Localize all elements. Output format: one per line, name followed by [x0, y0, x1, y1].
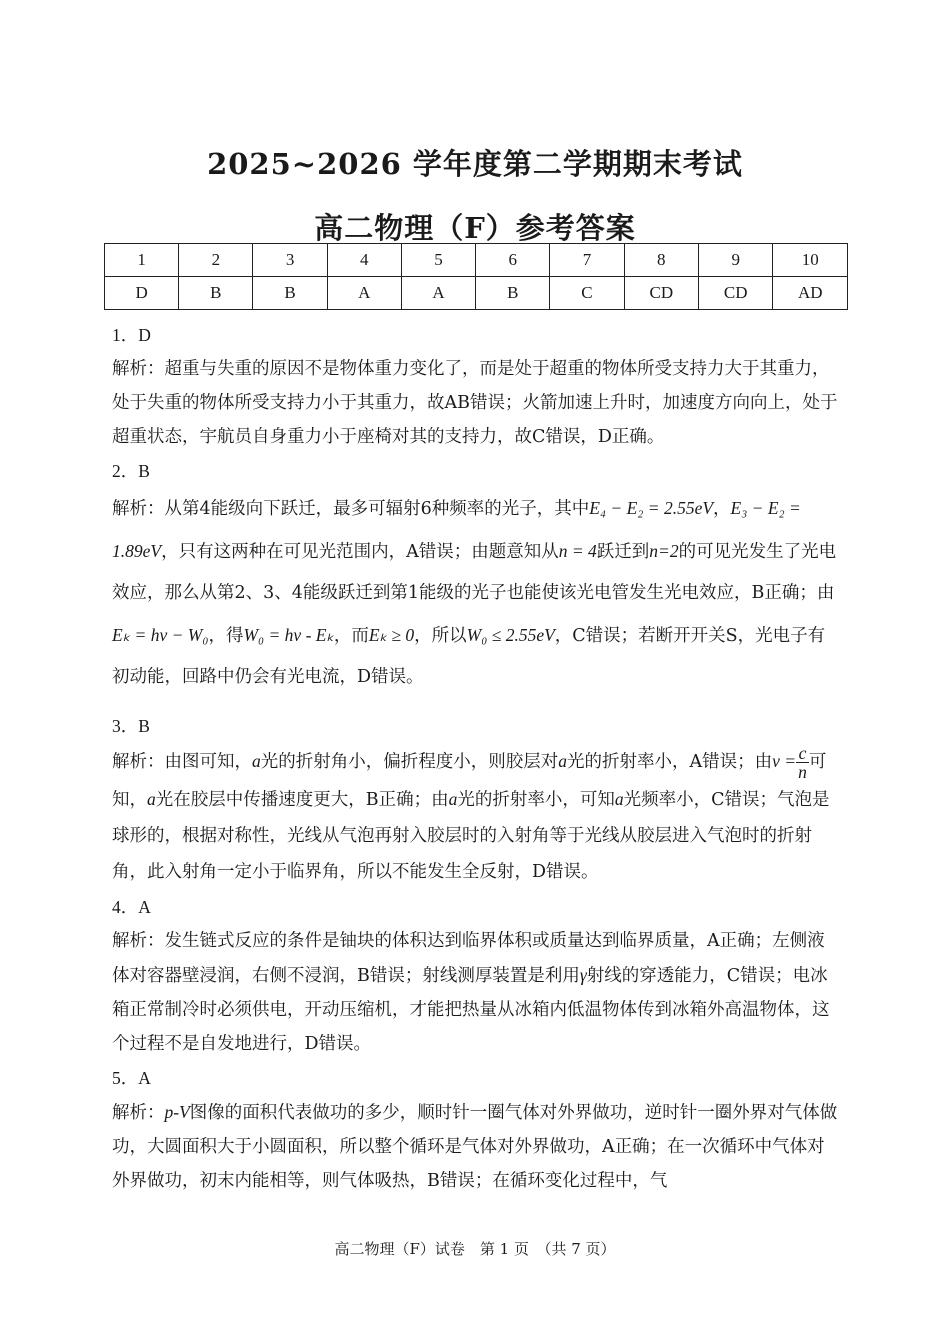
question-number: 1 — [105, 244, 179, 277]
q5-text: 图像的面积代表做功的多少，顺时针一圈气体对外界做功，逆时针一圈外界对气体做功，大圆面积大于小圆面积，所以整个循环是气体对外界做功，A正确；在一次循环中气体对外界做功，初末内能相等，则气体吸热，B错误；在循环变化过程中，气 — [112, 1102, 838, 1191]
q2-formula-ek-nonneg: Eₖ ≥ 0 — [368, 624, 415, 645]
q2-text: ，而 — [333, 625, 369, 646]
q2-formula-n4: n = 4 — [558, 540, 597, 561]
q2-text: 解析：从第4能级向下跃迁，最多可辐射6种频率的光子，其中 — [112, 499, 590, 519]
answer-cell: B — [476, 277, 550, 310]
q4-text: 解析：发生链式反应的条件是铀块的体积达到临界体积或质量达到临界质量，A正确；左侧液体对容器壁浸润，右侧不浸润，B错误；射线测厚装置是利用 — [112, 930, 825, 986]
answer-cell: B — [253, 277, 327, 310]
spacer — [112, 699, 842, 709]
q3-symbol-a: a — [252, 750, 261, 771]
q2-text: 跃迁到 — [596, 541, 650, 562]
answer-cell: A — [327, 277, 401, 310]
q2-text: ，所以 — [414, 625, 467, 646]
q2-formula-n2: n=2 — [649, 540, 679, 561]
answer-cell: D — [105, 277, 179, 310]
page-footer: 高二物理（F）试卷 第 1 页 （共 7 页） — [334, 1240, 616, 1258]
q2-text: 的可见光发生了光电效应，那么从第2、3、4能级跃迁到第1能级的光子也能使该光电管发生光电效应，B正确；由 — [112, 541, 837, 603]
q3-analysis — [112, 743, 842, 890]
q3-text: 解析：由图可知， — [112, 751, 252, 772]
q5-text: 解析： — [112, 1102, 165, 1123]
q4-text: 射线的穿透能力，C错误；电冰箱正常制冷时必须供电，开动压缩机，才能把热量从冰箱内低温物体传到冰箱外高温物体，这个过程不是自发地进行，D错误。 — [112, 965, 830, 1054]
question-number: 4 — [327, 244, 401, 277]
explanations — [112, 318, 842, 1198]
q2-text: ，C错误；若断开开关S，光电子有初动能，回路中仍会有光电流，D错误。 — [112, 625, 826, 687]
question-number-row — [105, 244, 848, 277]
answer-cell: A — [401, 277, 475, 310]
q2-text: ，只有这两种在可见光范围内，A错误；由题意知从 — [161, 541, 559, 562]
q2-formula-w0-bound: W₀ ≤ 2.55eV — [466, 624, 555, 645]
q2-formula-work-function: W₀ = hν - Eₖ — [243, 624, 334, 645]
answer-cell: CD — [624, 277, 698, 310]
question-number: 5 — [401, 244, 475, 277]
q2-text: ，得 — [208, 625, 244, 646]
q1-heading: 1．D — [112, 325, 151, 345]
q5-heading: 5．A — [112, 1067, 151, 1088]
question-number: 2 — [179, 244, 253, 277]
q3-text: C错误；气泡是球形的，根据对称性，光线从气泡再射入胶层时的入射角等于光线从胶层进入气泡时的折射角，此入射角一定小于临界角，所以不能发生全反射，D错误。 — [112, 789, 830, 882]
q4-symbol-gamma: γ — [579, 964, 587, 985]
fraction-numerator: c — [796, 744, 809, 763]
q3-text: 光的折射率小，A错误；由 — [567, 751, 773, 772]
q2-analysis — [112, 488, 842, 699]
q3-formula-v: v = — [772, 750, 797, 771]
q3-symbol-a: a — [448, 788, 458, 809]
answer-cell: CD — [699, 277, 773, 310]
answer-cell: C — [550, 277, 624, 310]
q3-fraction — [796, 744, 809, 781]
answer-cell: AD — [773, 277, 848, 310]
q3-text: 光在胶层中传播速度更大，B正确；由 — [155, 789, 449, 810]
q4-heading: 4．A — [112, 896, 151, 917]
question-number: 6 — [476, 244, 550, 277]
question-number: 10 — [773, 244, 848, 277]
exam-title: 2025~2026 学年度第二学期期末考试 — [207, 147, 743, 181]
q5-symbol-pv: p-V — [164, 1101, 190, 1122]
q2-heading: 2．B — [112, 461, 150, 481]
q3-heading: 3．B — [112, 715, 150, 736]
q3-symbol-a: a — [558, 750, 567, 771]
question-number: 9 — [699, 244, 773, 277]
q2-formula-photoelectric: Eₖ = hν − W₀ — [112, 624, 209, 645]
fraction-denominator: n — [798, 761, 807, 782]
q2-formula-e4-e2: E₄ − E₂ = 2.55eV — [589, 498, 714, 518]
question-number: 3 — [253, 244, 327, 277]
q3-symbol-a: a — [147, 788, 156, 809]
q3-text: 光的折射率小，可知 — [457, 789, 615, 810]
q3-symbol-a: a — [614, 788, 624, 809]
answer-key-title: 高二物理（F）参考答案 — [314, 211, 636, 245]
q2-text: ， — [713, 499, 731, 519]
q1-analysis: 解析：超重与失重的原因不是物体重力变化了，而是处于超重的物体所受支持力大于其重力，处于失重的物体所受支持力小于其重力，故AB错误；火箭加速上升时，加速度方向向上，处于超重状态，宇航员自身重力小于座椅对其的支持力，故C错误，D正确。 — [112, 359, 838, 447]
answer-table — [104, 243, 848, 310]
q3-text: 可知， — [112, 751, 827, 810]
q2-formula-e3-e2: E₃ − E₂ = 1.89eV — [112, 498, 801, 561]
question-number: 8 — [624, 244, 698, 277]
answer-row — [105, 277, 848, 310]
question-number: 7 — [550, 244, 624, 277]
q4-analysis — [112, 924, 842, 1061]
q5-analysis — [112, 1095, 842, 1198]
q3-text: 光的折射角小，偏折程度小，则胶层对 — [260, 751, 559, 772]
q3-text: 光频率小， — [623, 789, 712, 810]
answer-cell: B — [179, 277, 253, 310]
